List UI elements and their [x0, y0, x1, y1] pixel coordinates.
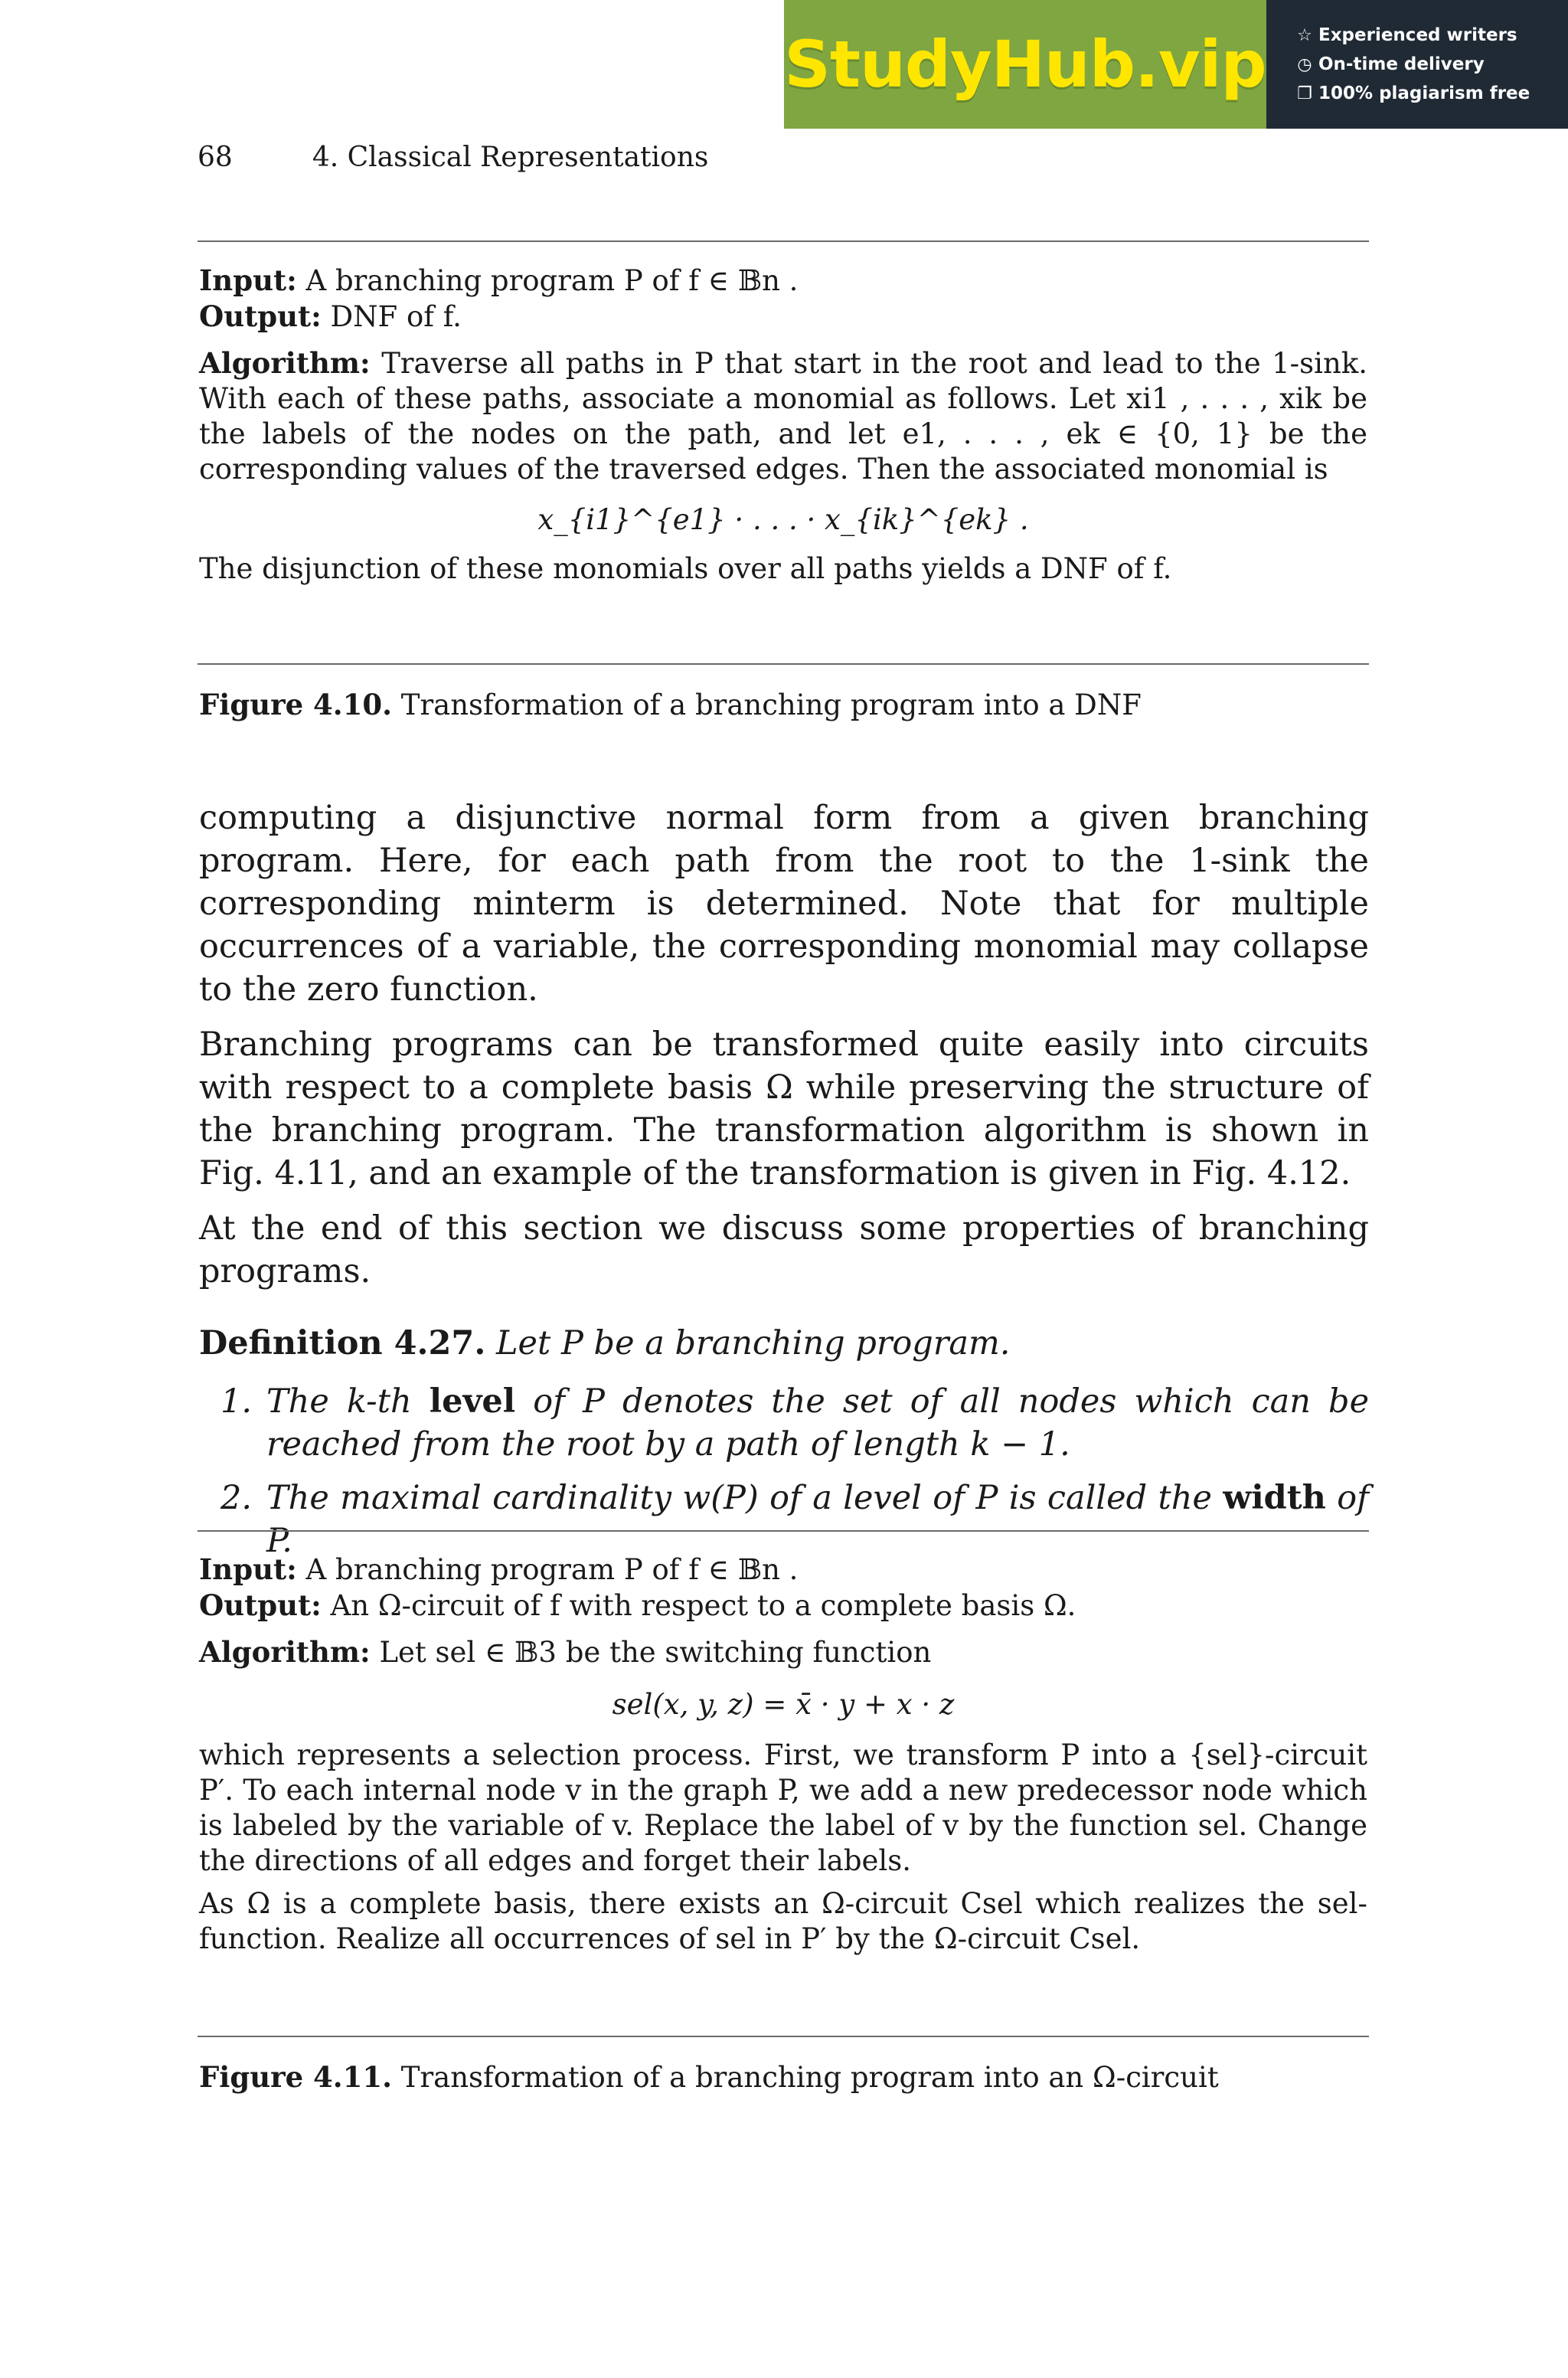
banner-feature-text: 100% plagiarism free [1318, 83, 1530, 103]
figure-rule-top [198, 240, 1369, 242]
algorithm-text: Traverse all paths in P that start in the root and lead to the 1-sink. With each of these paths, associate a monomial as follows. Let xi1 , . . . , xik be the labels of the nodes on the path, and let e1, . . . , ek ∈ {0, 1} be the corresponding values of the traversed edges. Then the associated monomial is [199, 347, 1367, 486]
output-text: DNF of f. [330, 300, 462, 333]
list-item [199, 1477, 1369, 1562]
banner-feature [1295, 83, 1568, 103]
list-number: 2. [220, 1479, 253, 1517]
main-text [199, 796, 1369, 1573]
figure-rule-bottom [198, 663, 1369, 665]
list-text: The maximal cardinality w(P) of a level of P is called the [266, 1479, 1212, 1517]
paragraph: computing a disjunctive normal form from a given branching program. Here, for each path from the root to the 1-sink the corresponding minterm is determined. Note that for multiple occurrences of a variable, the corresponding monomial may collapse to the zero function. [199, 799, 1369, 1009]
definition [199, 1322, 1369, 1365]
figure-caption [199, 2060, 1219, 2094]
input-text: A branching program P of f ∈ 𝔹n . [305, 264, 799, 297]
banner-logo-text: StudyHub.vip [784, 27, 1266, 102]
paragraph: At the end of this section we discuss some properties of branching programs. [199, 1209, 1369, 1290]
document-icon: ❐ [1297, 83, 1312, 103]
banner-features [1266, 0, 1568, 129]
definition-list [199, 1380, 1369, 1562]
output-text: An Ω-circuit of f with respect to a complete basis Ω. [330, 1589, 1076, 1622]
algorithm-label: Algorithm: [199, 346, 371, 380]
algorithm-paragraph [199, 345, 1367, 487]
ad-banner[interactable] [784, 0, 1568, 129]
caption-label: Figure 4.10. [199, 688, 393, 721]
list-text: of P. [266, 1479, 1370, 1560]
banner-feature [1295, 54, 1568, 74]
banner-feature [1295, 25, 1568, 45]
caption-text: Transformation of a branching program into a DNF [400, 689, 1142, 721]
clock-icon: ◷ [1297, 54, 1312, 74]
star-icon: ☆ [1297, 25, 1312, 45]
caption-label: Figure 4.11. [199, 2060, 393, 2094]
input-line [199, 263, 1367, 299]
figure-rule-bottom [198, 2036, 1369, 2037]
algorithm-label: Algorithm: [199, 1635, 371, 1669]
output-label: Output: [199, 1588, 322, 1622]
paragraph: As Ω is a complete basis, there exists an Ω-circuit Csel which realizes the sel-function. Realize all occurrences of sel in P′ by the Ω-circuit Csel. [199, 1887, 1367, 1955]
closing-text: The disjunction of these monomials over all paths yields a DNF of f. [199, 552, 1172, 585]
term-level: level [429, 1382, 516, 1421]
running-header [198, 142, 708, 173]
output-label: Output: [199, 299, 322, 333]
figure-rule-top [198, 1530, 1369, 1532]
caption-text: Transformation of a branching program into an Ω-circuit [400, 2061, 1219, 2094]
figure-4-10-body [199, 263, 1367, 587]
paragraph: Branching programs can be transformed quite easily into circuits with respect to a complete basis Ω while preserving the structure of the branching program. The transformation algorithm is shown in Fig. 4.11, and an example of the transformation is given in Fig. 4.12. [199, 1025, 1369, 1192]
output-line [199, 1588, 1367, 1624]
banner-feature-text: Experienced writers [1318, 25, 1517, 45]
paragraph: which represents a selection process. First, we transform P into a {sel}-circuit P′. To each internal node v in the graph P, we add a new predecessor node which is labeled by the variable of v. Replace the label of v by the function sel. Change the directions of all edges and forget their labels. [199, 1739, 1367, 1877]
list-item [199, 1380, 1369, 1466]
figure-caption [199, 688, 1142, 721]
definition-text: Let P be a branching program. [496, 1324, 1011, 1362]
list-number: 1. [220, 1382, 253, 1421]
definition-title: Definition 4.27. [199, 1324, 486, 1362]
page-number: 68 [198, 142, 233, 173]
list-text: The k-th [266, 1382, 412, 1421]
list-text: of P denotes the set of all nodes which can be reached from the root by a path of length k − 1. [266, 1382, 1370, 1464]
algorithm-paragraph [199, 1634, 1367, 1670]
input-label: Input: [199, 263, 297, 297]
monomial-formula: x_{i1}^{e1} · . . . · x_{ik}^{ek} . [537, 503, 1029, 536]
figure-4-11-body [199, 1552, 1367, 1957]
algorithm-text: Let sel ∈ 𝔹3 be the switching function [379, 1636, 932, 1669]
banner-feature-text: On-time delivery [1318, 54, 1485, 74]
input-line [199, 1552, 1367, 1588]
term-width: width [1223, 1479, 1326, 1517]
input-label: Input: [199, 1552, 297, 1586]
banner-logo[interactable] [784, 0, 1266, 129]
sel-formula: sel(x, y, z) = x̄ · y + x · z [612, 1688, 955, 1721]
input-text: A branching program P of f ∈ 𝔹n . [305, 1553, 799, 1586]
chapter-title: 4. Classical Representations [312, 142, 709, 173]
output-line [199, 299, 1367, 335]
